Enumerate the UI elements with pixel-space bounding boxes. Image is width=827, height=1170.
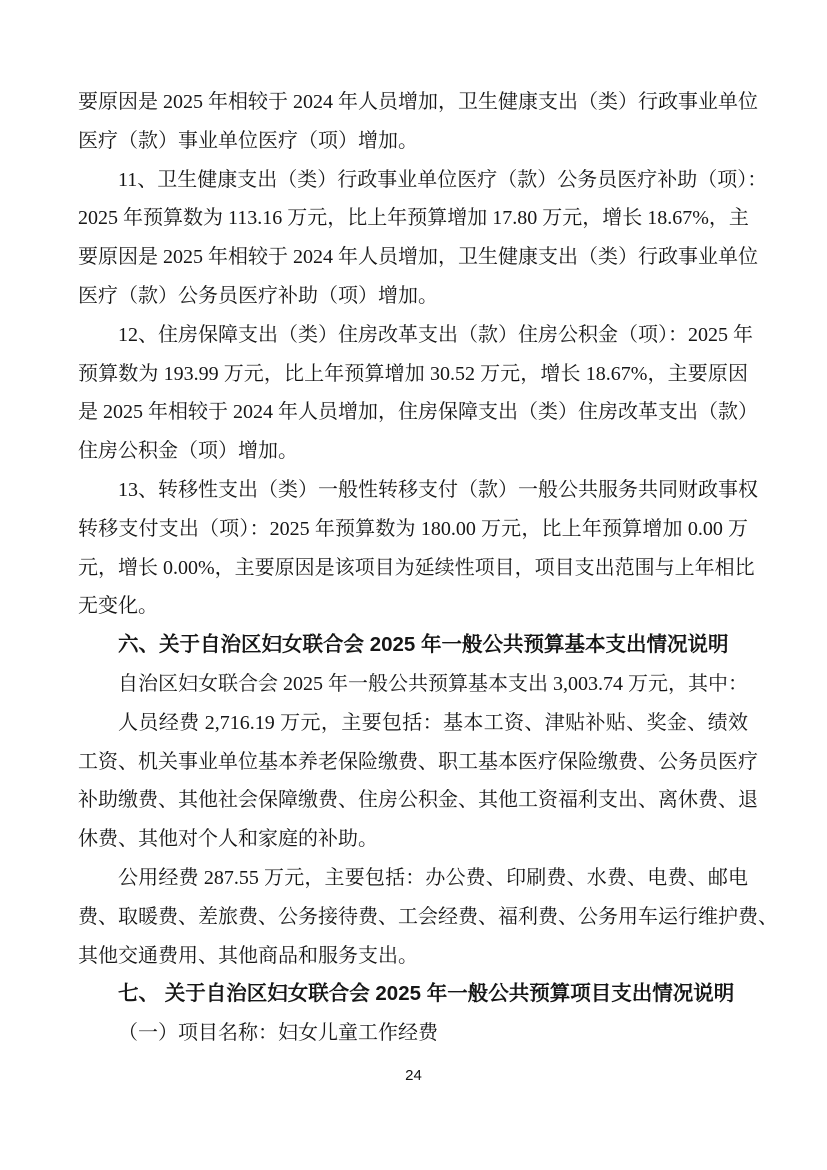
text-line: 医疗（款）事业单位医疗（项）增加。 <box>78 129 418 152</box>
text-line: 要原因是 2025 年相较于 2024 年人员增加，卫生健康支出（类）行政事业单位 <box>78 246 758 269</box>
para-item-13 <box>78 471 758 626</box>
text-line: 预算数为 193.99 万元，比上年预算增加 30.52 万元，增长 18.67%，主要原因 <box>78 362 748 385</box>
text-line: 人员经费 2,716.19 万元，主要包括：基本工资、津贴补贴、奖金、绩效 <box>118 711 748 734</box>
text-line: 自治区妇女联合会 2025 年一般公共预算基本支出 3,003.74 万元，其中： <box>118 672 748 695</box>
text-line: 住房公积金（项）增加。 <box>78 440 298 463</box>
text-line: 工资、机关事业单位基本养老保险缴费、职工基本医疗保险缴费、公务员医疗 <box>78 750 758 773</box>
para-item-11 <box>78 161 768 316</box>
text-line: 医疗（款）公务员医疗补助（项）增加。 <box>78 284 438 307</box>
text-line: 元，增长 0.00%，主要原因是该项目为延续性项目，项目支出范围与上年相比 <box>78 556 755 579</box>
text-line: 是 2025 年相较于 2024 年人员增加，住房保障支出（类）住房改革支出（款） <box>78 401 758 424</box>
text-line: 要原因是 2025 年相较于 2024 年人员增加，卫生健康支出（类）行政事业单位 <box>78 91 758 113</box>
text-line: 无变化。 <box>78 595 158 618</box>
para-item-12 <box>78 316 758 471</box>
heading-line: 六、关于自治区妇女联合会 2025 年一般公共预算基本支出情况说明 <box>118 633 729 657</box>
heading-line: 七、 关于自治区妇女联合会 2025 年一般公共预算项目支出情况说明 <box>118 982 735 1006</box>
para-basic-expenditure-total <box>78 665 748 704</box>
text-line: 休费、其他对个人和家庭的补助。 <box>78 828 378 851</box>
text-line: 转移支付支出（项）：2025 年预算数为 180.00 万元，比上年预算增加 0.00 万 <box>78 517 748 540</box>
text-line: 2025 年预算数为 113.16 万元，比上年预算增加 17.80 万元，增长 18.67%，主 <box>78 207 749 230</box>
text-line: 补助缴费、其他社会保障缴费、住房公积金、其他工资福利支出、离休费、退 <box>78 789 758 812</box>
page-number: 24 <box>405 1067 422 1084</box>
text-line: 13、转移性支出（类）一般性转移支付（款）一般公共服务共同财政事权 <box>118 478 758 501</box>
text-line: 公用经费 287.55 万元，主要包括：办公费、印刷费、水费、电费、邮电 <box>118 866 748 889</box>
para-public-funds <box>78 859 778 975</box>
heading-section-6 <box>78 626 748 665</box>
text-line: 12、住房保障支出（类）住房改革支出（款）住房公积金（项）：2025 年 <box>118 323 753 346</box>
text-line: （一）项目名称：妇女儿童工作经费 <box>118 1022 438 1045</box>
document-content <box>78 83 778 1053</box>
para-personnel-funds <box>78 704 758 859</box>
text-line: 11、卫生健康支出（类）行政事业单位医疗（款）公务员医疗补助（项）： <box>118 168 768 191</box>
heading-section-7 <box>78 975 748 1014</box>
text-line: 其他交通费用、其他商品和服务支出。 <box>78 944 418 967</box>
para-item-10-continuation <box>78 83 758 161</box>
text-line: 费、取暖费、差旅费、公务接待费、工会经费、福利费、公务用车运行维护费、 <box>78 905 778 928</box>
para-project-name <box>78 1014 748 1053</box>
